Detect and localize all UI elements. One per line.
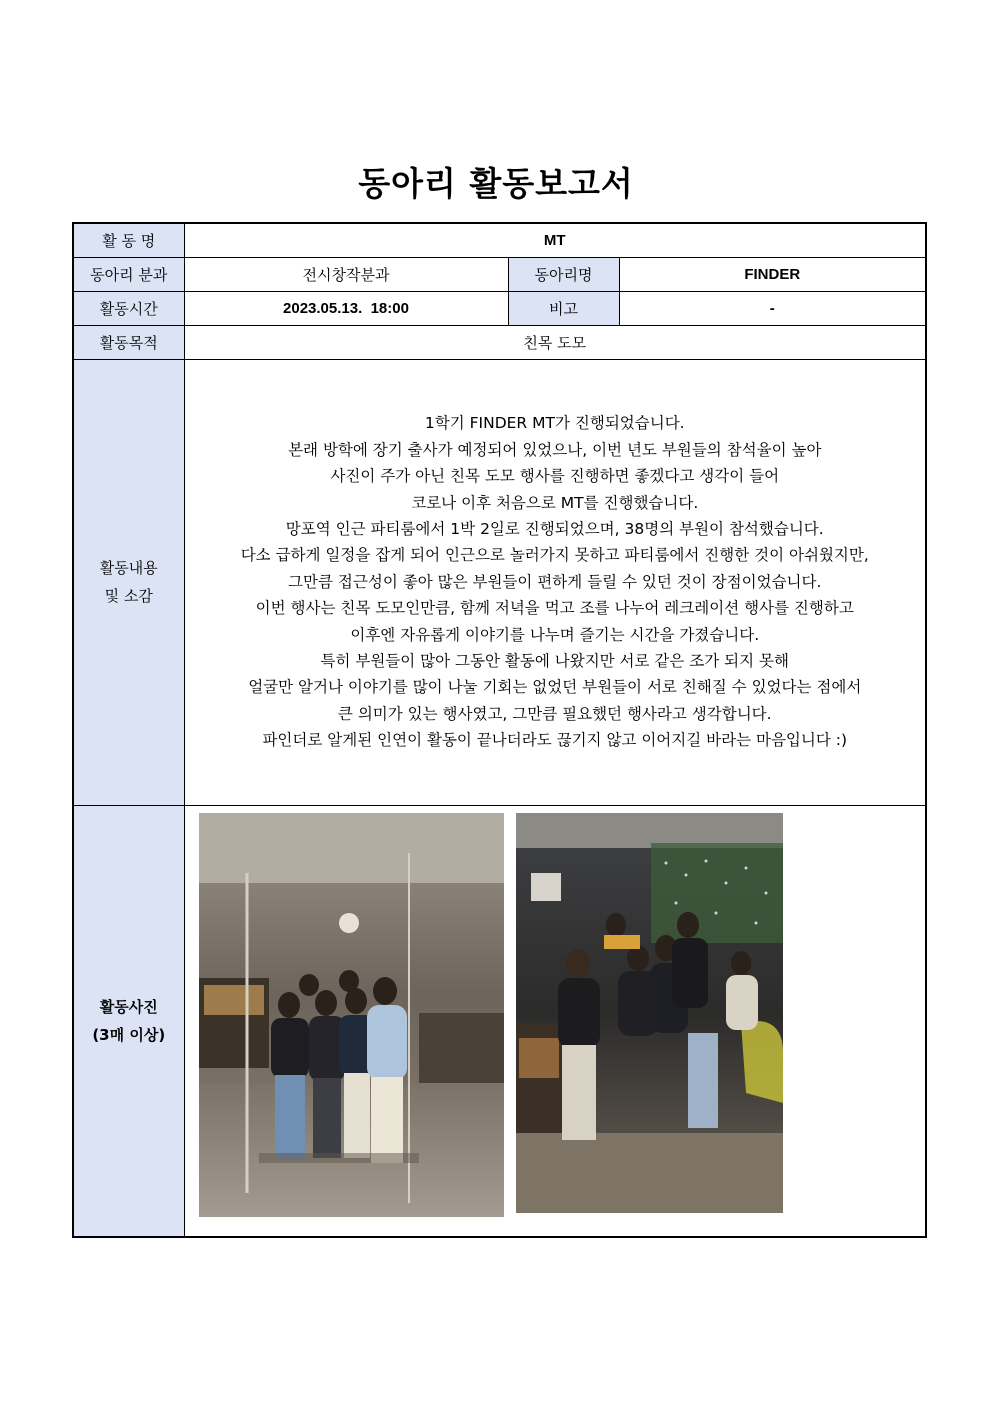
time-value: 2023.05.13. 18:00 xyxy=(184,291,508,325)
club-name-label: 동아리명 xyxy=(508,257,619,291)
photos-label-line-1: 활동사진 xyxy=(99,997,158,1016)
content-line: 특히 부원들이 많아 그동안 활동에 나왔지만 서로 같은 조가 되지 못해 xyxy=(320,652,790,671)
row-division xyxy=(73,257,926,291)
activity-name-label: 활 동 명 xyxy=(73,223,184,257)
content-line: 얼굴만 알거나 이야기를 많이 나눌 기회는 없었던 부원들이 서로 친해질 수 있었다는 점에서 xyxy=(248,678,862,697)
content-line: 그만큼 접근성이 좋아 많은 부원들이 편하게 들릴 수 있던 것이 장점이었습니다. xyxy=(288,572,822,591)
content-text xyxy=(184,359,926,805)
content-line: 이후엔 자유롭게 이야기를 나누며 즐기는 시간을 가졌습니다. xyxy=(350,625,760,644)
division-label: 동아리 분과 xyxy=(73,257,184,291)
row-activity-name xyxy=(73,223,926,257)
row-purpose xyxy=(73,325,926,359)
content-label-line-2: 및 소감 xyxy=(104,587,153,605)
content-line: 망포역 인근 파티룸에서 1박 2일로 진행되었으며, 38명의 부원이 참석했습니다. xyxy=(285,519,824,538)
note-value: - xyxy=(619,291,926,325)
photos-label xyxy=(73,805,184,1237)
content-line: 파인더로 알게된 인연이 활동이 끝나더라도 끊기지 않고 이어지길 바라는 마음입니다 :) xyxy=(262,731,848,750)
note-label: 비고 xyxy=(508,291,619,325)
activity-photo-2 xyxy=(516,813,783,1213)
time-label: 활동시간 xyxy=(73,291,184,325)
purpose-label: 활동목적 xyxy=(73,325,184,359)
photos-cell xyxy=(184,805,926,1237)
purpose-value: 친목 도모 xyxy=(184,325,926,359)
content-line: 1학기 FINDER MT가 진행되었습니다. xyxy=(424,414,685,433)
activity-name-value: MT xyxy=(184,223,926,257)
photos-label-line-2: (3매 이상) xyxy=(92,1025,166,1044)
activity-photo-1 xyxy=(199,813,504,1217)
division-value: 전시창작분과 xyxy=(184,257,508,291)
content-line: 코로나 이후 처음으로 MT를 진행했습니다. xyxy=(411,493,699,512)
row-photos xyxy=(73,805,926,1237)
report-table xyxy=(72,222,927,1238)
content-line: 사진이 주가 아닌 친목 도모 행사를 진행하면 좋겠다고 생각이 들어 xyxy=(330,467,780,486)
content-line: 본래 방학에 장기 출사가 예정되어 있었으나, 이번 년도 부원들의 참석율이 높아 xyxy=(288,440,822,459)
content-line: 큰 의미가 있는 행사였고, 그만큼 필요했던 행사라고 생각합니다. xyxy=(337,704,772,723)
row-time xyxy=(73,291,926,325)
page-title: 동아리 활동보고서 xyxy=(358,164,634,203)
content-label-line-1: 활동내용 xyxy=(99,559,158,577)
content-label xyxy=(73,359,184,805)
content-line: 이번 행사는 친목 도모인만큼, 함께 저녁을 먹고 조를 나누어 레크레이션 행사를 진행하고 xyxy=(255,599,854,618)
content-line: 다소 급하게 일정을 잡게 되어 인근으로 놀러가지 못하고 파티룸에서 진행한 것이 아쉬웠지만, xyxy=(240,546,869,565)
club-name-value: FINDER xyxy=(619,257,926,291)
row-content xyxy=(73,359,926,805)
